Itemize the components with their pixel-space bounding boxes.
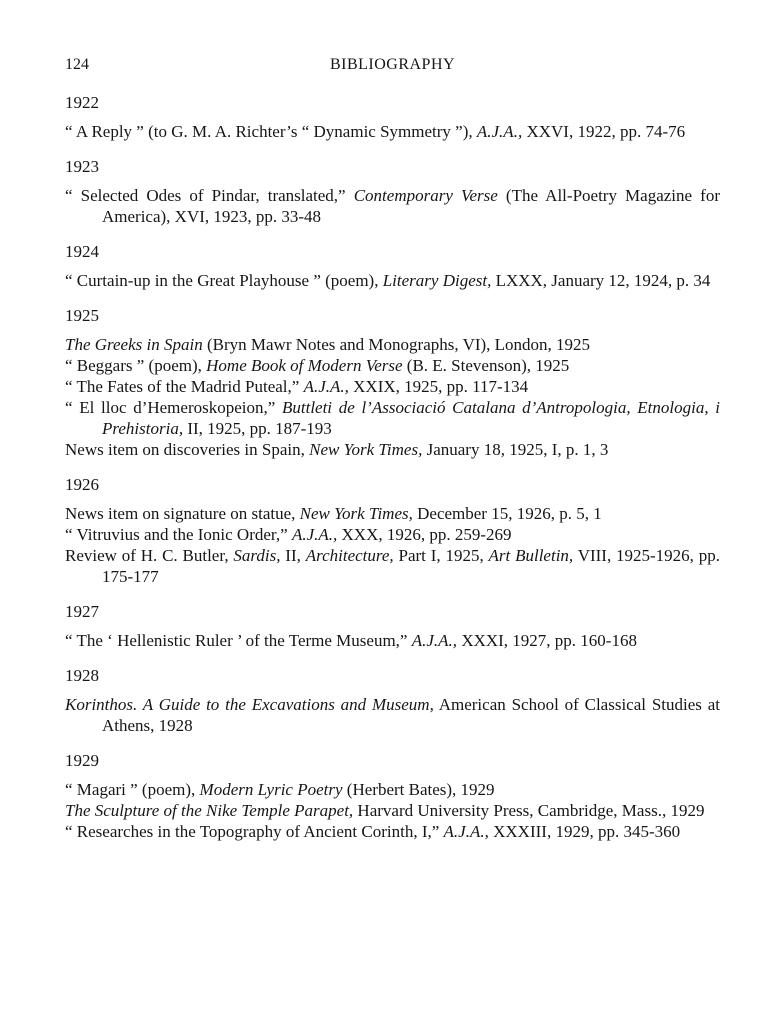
year-section-1922 xyxy=(65,92,720,142)
bibliography-entry xyxy=(65,524,720,545)
bibliography-entry xyxy=(65,694,720,736)
bibliography-page xyxy=(65,56,720,854)
entry-text: “ Magari ” (poem), xyxy=(65,780,200,799)
entry-text: Part I, 1925, xyxy=(393,546,489,565)
year-section-1927 xyxy=(65,601,720,651)
year-heading: 1924 xyxy=(65,242,99,261)
entry-text: VIII, 1925-1926, pp. 175-177 xyxy=(102,546,721,586)
year-heading: 1922 xyxy=(65,93,99,112)
entry-text: “ Vitruvius and the Ionic Order,” xyxy=(65,525,292,544)
year-section-1926 xyxy=(65,474,720,587)
running-head xyxy=(65,56,720,78)
bibliography-sections xyxy=(65,92,720,842)
bibliography-entry xyxy=(65,376,720,397)
year-section-1923 xyxy=(65,156,720,227)
entry-text: Review of H. C. Butler, xyxy=(65,546,234,565)
year-heading: 1923 xyxy=(65,157,99,176)
entry-text: XXXIII, 1929, pp. 345-360 xyxy=(488,822,681,841)
bibliography-entry xyxy=(65,185,720,227)
entry-text: (The All-Poetry Magazine for America), XVI, 1923, pp. 33-48 xyxy=(102,186,721,226)
bibliography-entry xyxy=(65,630,720,651)
year-heading: 1926 xyxy=(65,475,99,494)
entry-italic-text: The Sculpture of the Nike Temple Parapet, xyxy=(65,801,354,820)
entry-italic-text: A.J.A., xyxy=(303,377,349,396)
entry-text: XXIX, 1925, pp. 117-134 xyxy=(348,377,529,396)
entry-text: “ El lloc d’Hemeroskopeion,” xyxy=(65,398,282,417)
entry-italic-text: Buttleti de l’Associació Catalana d’Antropologia, Etnologia, i Prehistoria, xyxy=(102,398,720,438)
year-heading: 1928 xyxy=(65,666,99,685)
entry-italic-text: Architecture, xyxy=(305,546,394,565)
bibliography-entry xyxy=(65,334,720,355)
running-title: BIBLIOGRAPHY xyxy=(329,56,456,73)
entry-text: “ Beggars ” (poem), xyxy=(65,356,207,375)
entry-text: American School of Classical Studies at Athens, 1928 xyxy=(102,695,720,735)
entry-text: (Bryn Mawr Notes and Monographs, VI), London, 1925 xyxy=(202,335,591,354)
entry-text: II, 1925, pp. 187-193 xyxy=(183,419,332,438)
bibliography-entry xyxy=(65,439,720,460)
entry-text: News item on discoveries in Spain, xyxy=(65,440,310,459)
entry-italic-text: A.J.A., xyxy=(443,822,489,841)
bibliography-entry xyxy=(65,779,720,800)
year-heading: 1925 xyxy=(65,306,99,325)
entry-text: “ The ‘ Hellenistic Ruler ’ of the Terme Museum,” xyxy=(65,631,412,650)
year-section-1925 xyxy=(65,305,720,460)
year-section-1928 xyxy=(65,665,720,736)
entry-text: “ Selected Odes of Pindar, translated,” xyxy=(65,186,354,205)
entry-text: December 15, 1926, p. 5, 1 xyxy=(412,504,602,523)
bibliography-entry xyxy=(65,355,720,376)
entry-text: “ A Reply ” (to G. M. A. Richter’s “ Dynamic Symmetry ”), xyxy=(65,122,477,141)
year-heading: 1929 xyxy=(65,751,99,770)
year-section-1924 xyxy=(65,241,720,291)
entry-italic-text: A.J.A., xyxy=(411,631,458,650)
entry-text: “ Researches in the Topography of Ancient Corinth, I,” xyxy=(65,822,444,841)
page-number: 124 xyxy=(65,56,89,73)
entry-italic-text: Sardis, xyxy=(233,546,281,565)
entry-italic-text: New York Times, xyxy=(309,440,423,459)
year-heading: 1927 xyxy=(65,602,99,621)
entry-text: II, xyxy=(280,546,306,565)
entry-text: XXXI, 1927, pp. 160-168 xyxy=(457,631,637,650)
entry-text: (Herbert Bates), 1929 xyxy=(342,780,495,799)
bibliography-entry xyxy=(65,821,720,842)
entry-text: (B. E. Stevenson), 1925 xyxy=(402,356,570,375)
entry-italic-text: A.J.A., xyxy=(291,525,338,544)
bibliography-entry xyxy=(65,397,720,439)
entry-text: XXVI, 1922, pp. 74-76 xyxy=(522,122,686,141)
entry-text: News item on signature on statue, xyxy=(65,504,300,523)
entry-italic-text: Korinthos. A Guide to the Excavations and Museum, xyxy=(65,695,434,714)
bibliography-entry xyxy=(65,270,720,291)
year-section-1929 xyxy=(65,750,720,842)
bibliography-entry xyxy=(65,545,720,587)
bibliography-entry xyxy=(65,800,720,821)
entry-text: LXXX, January 12, 1924, p. 34 xyxy=(491,271,711,290)
entry-italic-text: Contemporary Verse xyxy=(353,186,498,205)
entry-text: “ Curtain-up in the Great Playhouse ” (poem), xyxy=(65,271,383,290)
entry-italic-text: New York Times, xyxy=(299,504,413,523)
entry-text: Harvard University Press, Cambridge, Mass., 1929 xyxy=(353,801,705,820)
bibliography-entry xyxy=(65,121,720,142)
entry-italic-text: Home Book of Modern Verse xyxy=(206,356,403,375)
entry-italic-text: A.J.A., xyxy=(476,122,523,141)
entry-text: January 18, 1925, I, p. 1, 3 xyxy=(422,440,609,459)
entry-text: XXX, 1926, pp. 259-269 xyxy=(337,525,512,544)
entry-italic-text: Modern Lyric Poetry xyxy=(199,780,343,799)
entry-italic-text: The Greeks in Spain xyxy=(65,335,203,354)
entry-italic-text: Literary Digest, xyxy=(382,271,492,290)
entry-italic-text: Art Bulletin, xyxy=(488,546,574,565)
bibliography-entry xyxy=(65,503,720,524)
entry-text: “ The Fates of the Madrid Puteal,” xyxy=(65,377,304,396)
